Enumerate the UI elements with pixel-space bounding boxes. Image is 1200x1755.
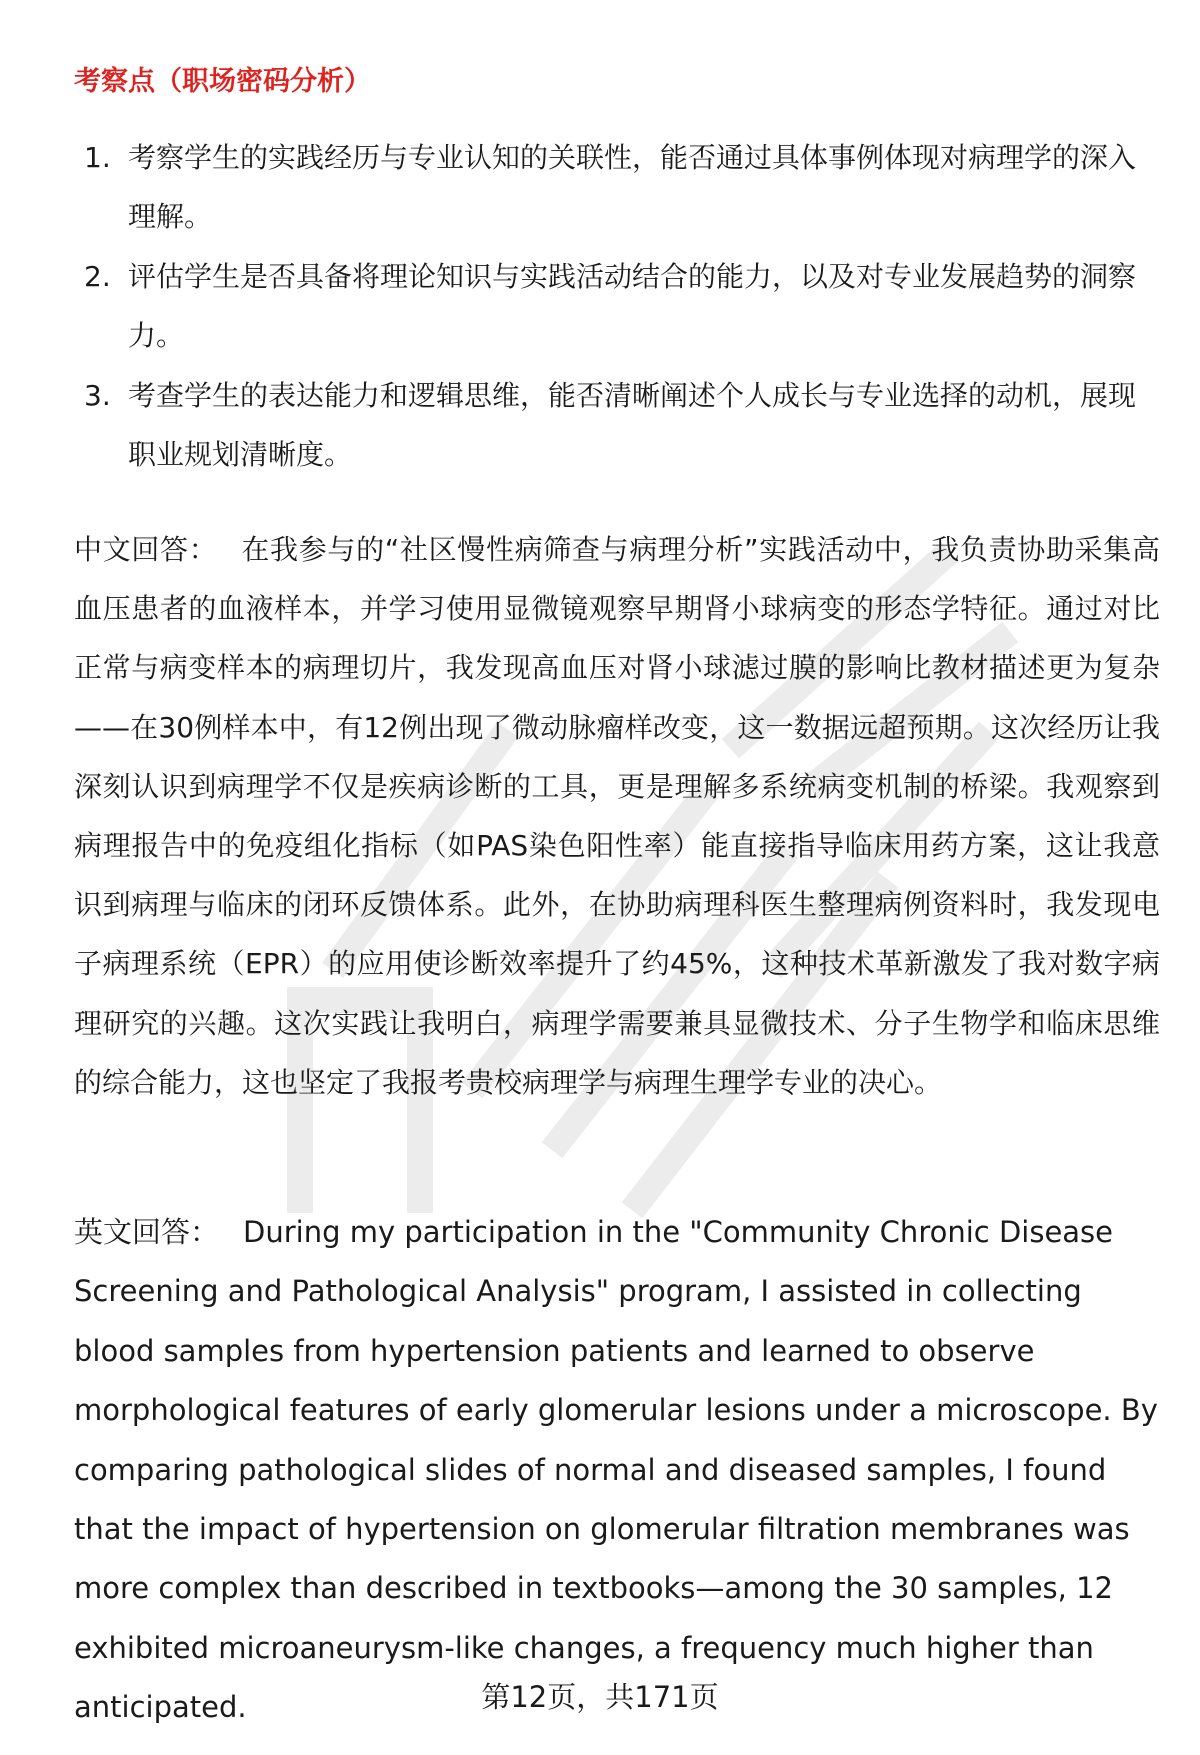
list-item-text: 评估学生是否具备将理论知识与实践活动结合的能力，以及对专业发展趋势的洞察力。 [128, 260, 1137, 352]
page-number: 第12页，共171页 [481, 1680, 719, 1714]
list-item [74, 128, 1154, 246]
section-title: 考察点（职场密码分析） [74, 66, 371, 97]
chinese-answer-text: 在我参与的“社区慢性病筛查与病理分析”实践活动中，我负责协助采集高血压患者的血液样本，并学习使用显微镜观察早期肾小球病变的形态学特征。通过对比正常与病变样本的病理切片，我发现高血压对肾小球滤过膜的影响比教材描述更为复杂——在30例样本中，有12例出现了微动脉瘤样改变，这一数据远超预期。这次经历让我深刻认识到病理学不仅是疾病诊断的工具，更是理解多系统病变机制的桥梁。我观察到病理报告中的免疫组化指标（如PAS染色阳性率）能直接指导临床用药方案，这让我意识到病理与临床的闭环反馈体系。此外，在协助病理科医生整理病例资料时，我发现电子病理系统（EPR）的应用使诊断效率提升了约45%，这种技术革新激发了我对数字病理研究的兴趣。这次实践让我明白，病理学需要兼具显微技术、分子生物学和临床思维的综合能力，这也坚定了我报考贵校病理学与病理生理学专业的决心。 [74, 533, 1160, 1099]
chinese-answer-label: 中文回答： [74, 533, 218, 566]
chinese-answer-paragraph [74, 520, 1160, 1112]
list-item-text: 考察学生的实践经历与专业认知的关联性，能否通过具体事例体现对病理学的深入理解。 [128, 141, 1137, 233]
english-answer-text: During my participation in the "Community Chronic Disease Screening and Pathological Analysis" program, I assisted in collecting blood samples from hypertension patients and learned to observe morphological features of early glomerular lesions under a microscope. By comparing pathological slides of normal and diseased samples, I found that the impact of hypertension on glomerular filtration membranes was more complex than described in textbooks—among the 30 samples, 12 exhibited microaneurysm-like changes, a frequency much higher than anticipated. [74, 1215, 1158, 1725]
english-answer-label: 英文回答： [74, 1215, 220, 1249]
list-item-text: 考查学生的表达能力和逻辑思维，能否清晰阐述个人成长与专业选择的动机，展现职业规划清晰度。 [128, 379, 1137, 471]
list-item [74, 366, 1154, 484]
list-item-number: 3. [84, 379, 111, 412]
list-item-number: 2. [84, 260, 111, 293]
assessment-points-list [74, 128, 1154, 485]
english-answer-paragraph [74, 1203, 1160, 1738]
list-item [74, 247, 1154, 365]
list-item-number: 1. [84, 141, 111, 174]
